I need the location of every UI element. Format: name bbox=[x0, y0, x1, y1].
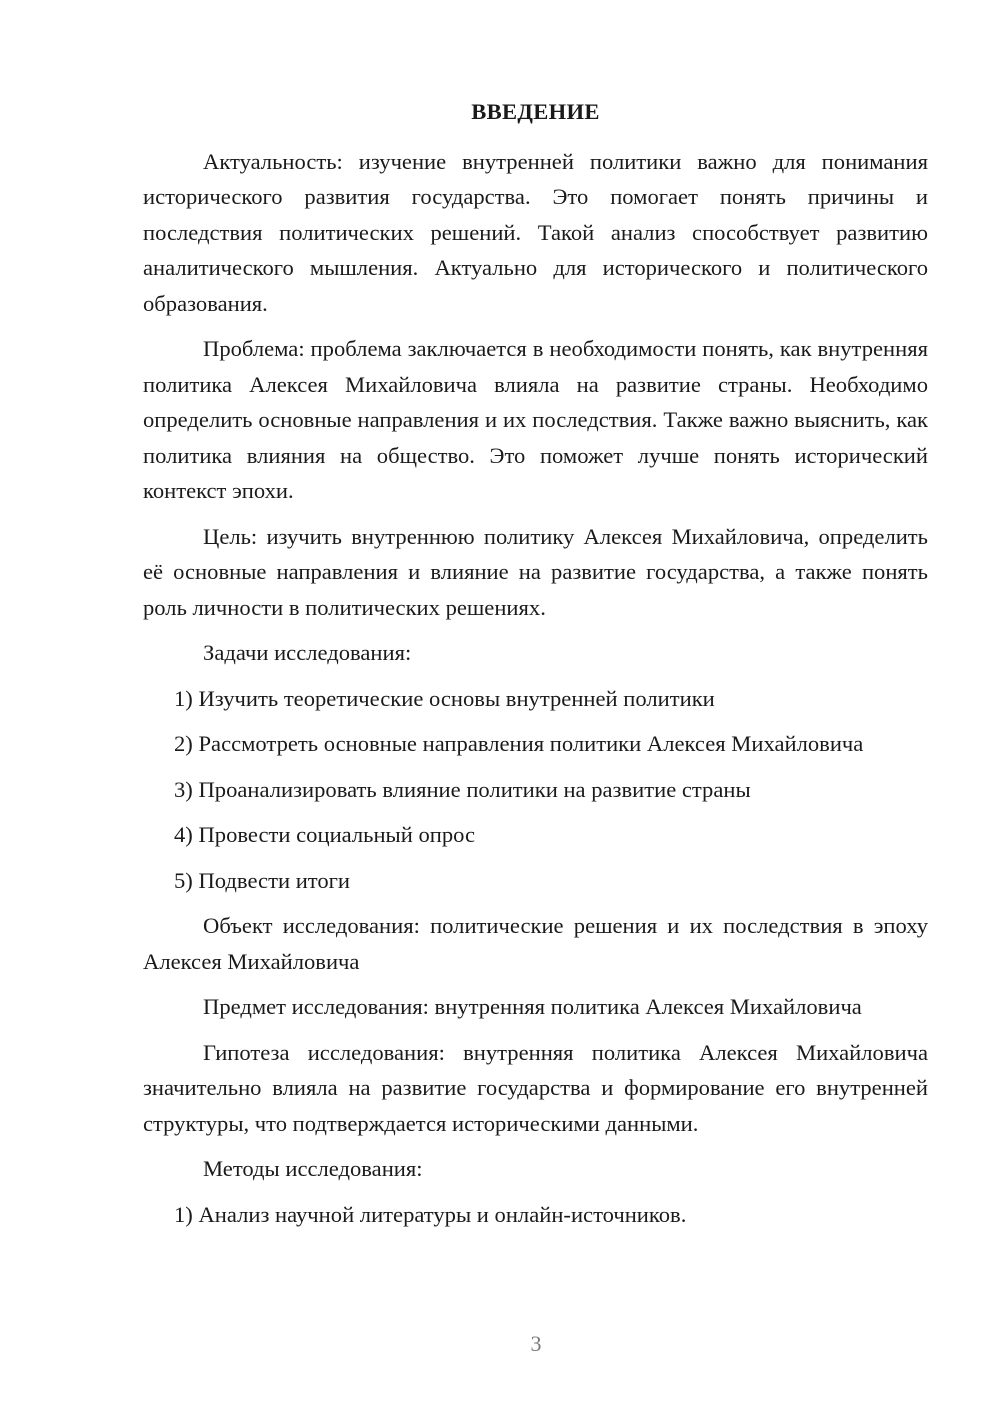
task-item: 2) Рассмотреть основные направления политики Алексея Михайловича bbox=[174, 731, 864, 756]
task-item: 1) Изучить теоретические основы внутренней политики bbox=[174, 685, 715, 711]
task-item: 5) Подвести итоги bbox=[174, 867, 351, 893]
page-number: 3 bbox=[530, 1331, 542, 1356]
subject-paragraph: Предмет исследования: внутренняя политика Алексея Михайловича bbox=[203, 994, 862, 1019]
task-item: 4) Провести социальный опрос bbox=[174, 822, 476, 847]
task-item: 3) Проанализировать влияние политики на развитие страны bbox=[174, 776, 751, 802]
page-content bbox=[143, 94, 928, 1242]
method-item: 1) Анализ научной литературы и онлайн-источников. bbox=[174, 1201, 687, 1227]
tasks-heading: Задачи исследования: bbox=[203, 640, 412, 665]
methods-heading: Методы исследования: bbox=[203, 1156, 423, 1181]
page-title: ВВЕДЕНИЕ bbox=[471, 99, 600, 124]
hypothesis-paragraph: Гипотеза исследования: внутренняя политика Алексея Михайловича значительно влияла на развитие государства и формирование его внутренней структуры, что подтверждается историческими данными. bbox=[143, 1039, 928, 1136]
object-paragraph: Объект исследования: политические решения и их последствия в эпоху Алексея Михайловича bbox=[143, 913, 928, 974]
goal-paragraph: Цель: изучить внутреннюю политику Алексея Михайловича, определить её основные направления и влияние на развитие государства, а также понять роль личности в политических решениях. bbox=[143, 523, 928, 620]
problem-paragraph: Проблема: проблема заключается в необходимости понять, как внутренняя политика Алексея Михайловича влияла на развитие страны. Необходимо определить основные направления и их последствия. Также важно выяснить, как политика влияния на общество. Это поможет лучше понять исторический контекст эпохи. bbox=[143, 336, 928, 503]
relevance-paragraph: Актуальность: изучение внутренней политики важно для понимания исторического развития государства. Это помогает понять причины и последствия политических решений. Такой анализ способствует развитию аналитического мышления. Актуально для исторического и политического образования. bbox=[143, 148, 928, 316]
